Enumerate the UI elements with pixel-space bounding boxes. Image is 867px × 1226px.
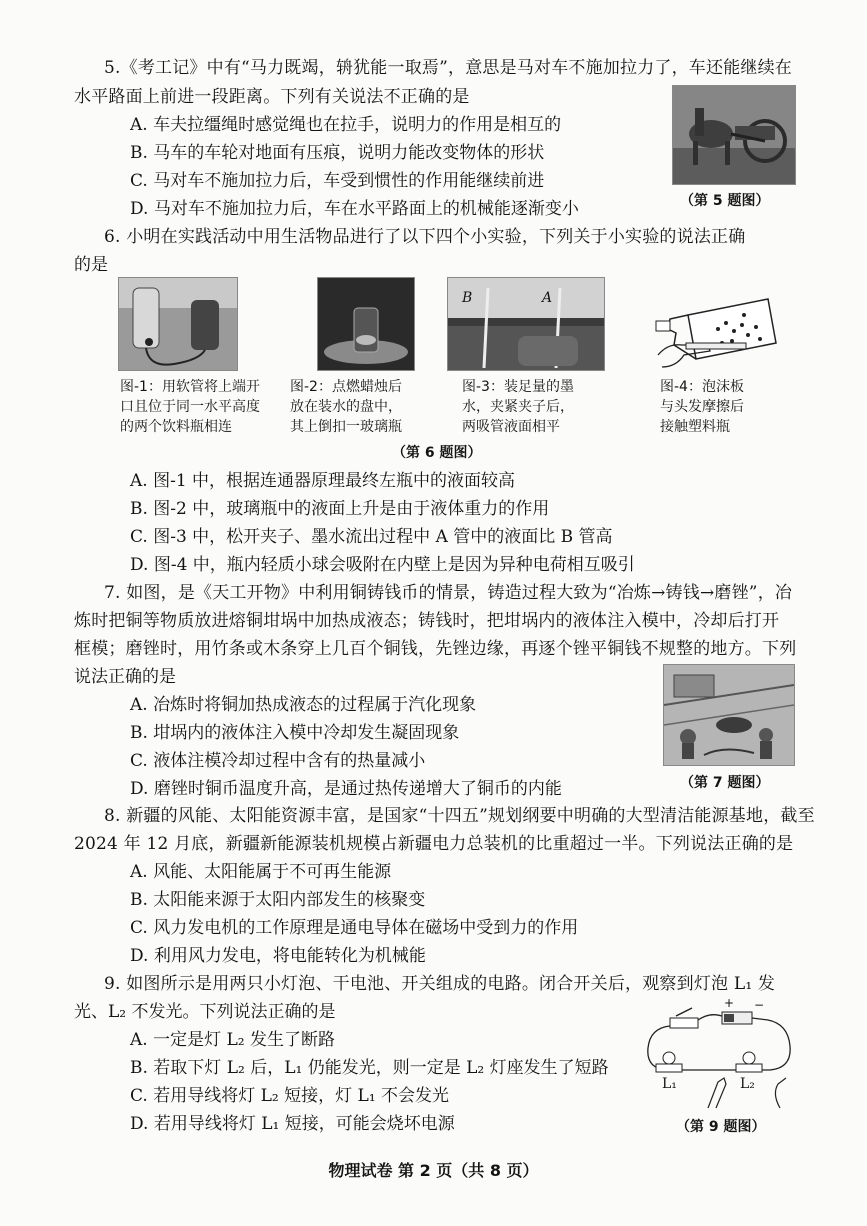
q8-option-d: D. 利用风力发电，将电能转化为机械能 <box>130 946 426 966</box>
q9-lamp-l1-label: L₁ <box>662 1076 677 1092</box>
q5-option-c: C. 马对车不施加拉力后，车受到惯性的作用能继续前进 <box>130 171 545 191</box>
q7-figure-label: （第 7 题图） <box>680 775 770 791</box>
q9-stem-line-1: 9. 如图所示是用两只小灯泡、干电池、开关组成的电路。闭合开关后，观察到灯泡 L₁ 发 <box>104 974 776 994</box>
q9-option-d: D. 若用导线将灯 L₁ 短接，可能会烧坏电源 <box>130 1114 455 1134</box>
q9-battery-positive-label: + <box>724 996 735 1010</box>
q7-option-d: D. 磨锉时铜币温度升高，是通过热传递增大了铜币的内能 <box>130 779 562 799</box>
q6-figure-3-caption-2: 水，夹紧夹子后， <box>462 399 574 415</box>
q5-stem-line-1: 5.《考工记》中有“马力既竭，辀犹能一取焉”，意思是马对车不施加拉力了，车还能继续在 <box>104 58 792 78</box>
q8-option-c: C. 风力发电机的工作原理是通电导体在磁场中受到力的作用 <box>130 918 579 938</box>
q6-figure-2-photo <box>317 277 415 371</box>
q8-option-b: B. 太阳能来源于太阳内部发生的核聚变 <box>130 890 426 910</box>
q5-option-b: B. 马车的车轮对地面有压痕，说明力能改变物体的形状 <box>130 143 545 163</box>
q6-figure-1-caption-3: 的两个饮料瓶相连 <box>120 419 232 435</box>
q9-option-b: B. 若取下灯 L₂ 后，L₁ 仍能发光，则一定是 L₂ 灯座发生了短路 <box>130 1058 609 1078</box>
q7-option-c: C. 液体注模冷却过程中含有的热量减小 <box>130 751 426 771</box>
q6-figure-3-caption-3: 两吸管液面相平 <box>462 419 560 435</box>
q9-lamp-l2-label: L₂ <box>740 1076 755 1092</box>
q6-figure-1-caption-1: 图-1：用软管将上端开 <box>120 379 260 395</box>
q6-option-d: D. 图-4 中，瓶内轻质小球会吸附在内壁上是因为异种电荷相互吸引 <box>130 555 635 575</box>
q6-figure-4-caption-3: 接触塑料瓶 <box>660 419 730 435</box>
q6-figure-2-caption-3: 其上倒扣一玻璃瓶 <box>290 419 402 435</box>
q7-stem-line-3: 框模；磨锉时，用竹条或木条穿上几百个铜钱，先锉边缘，再逐个锉平铜钱不规整的地方。下列 <box>74 639 797 659</box>
q6-figure-label: （第 6 题图） <box>392 445 482 461</box>
q6-figure-4-caption-2: 与头发摩擦后 <box>660 399 744 415</box>
q9-option-c: C. 若用导线将灯 L₂ 短接，灯 L₁ 不会发光 <box>130 1086 450 1106</box>
q6-stem-line-1: 6. 小明在实践活动中用生活物品进行了以下四个小实验，下列关于小实验的说法正确 <box>104 227 746 247</box>
q6-figure-1-photo <box>118 277 238 371</box>
q5-stem-line-2: 水平路面上前进一段距离。下列有关说法不正确的是 <box>74 87 470 107</box>
q6-figure-3-label-b: B <box>462 290 473 306</box>
q7-minting-illustration <box>663 664 795 766</box>
q6-option-b: B. 图-2 中，玻璃瓶中的液面上升是由于液体重力的作用 <box>130 499 550 519</box>
q6-figure-2-caption-2: 放在装水的盘中， <box>290 399 402 415</box>
q7-stem-line-1: 7. 如图，是《天工开物》中利用铜铸钱币的情景，铸造过程大致为“冶炼→铸钱→磨锉”，冶 <box>104 583 793 603</box>
q6-option-c: C. 图-3 中，松开夹子、墨水流出过程中 A 管中的液面比 B 管高 <box>130 527 613 547</box>
q6-figure-3-label-a: A <box>542 290 553 306</box>
q6-stem-line-2: 的是 <box>74 255 108 275</box>
q8-option-a: A. 风能、太阳能属于不可再生能源 <box>130 862 392 882</box>
q5-option-a: A. 车夫拉缰绳时感觉绳也在拉手，说明力的作用是相互的 <box>130 115 562 135</box>
q5-figure-label: （第 5 题图） <box>680 193 770 209</box>
q9-figure-label: （第 9 题图） <box>676 1119 766 1135</box>
q7-stem-line-4: 说法正确的是 <box>74 667 176 687</box>
q7-stem-line-2: 炼时把铜等物质放进熔铜坩埚中加热成液态；铸钱时，把坩埚内的液体注入模中，冷却后打开 <box>74 611 780 631</box>
q8-stem-line-2: 2024 年 12 月底，新疆新能源装机规模占新疆电力总装机的比重超过一半。下列说法正确的是 <box>74 834 794 854</box>
q9-stem-line-2: 光、L₂ 不发光。下列说法正确的是 <box>74 1002 336 1022</box>
q7-option-a: A. 冶炼时将铜加热成液态的过程属于汽化现象 <box>130 695 477 715</box>
q6-figure-2-caption-1: 图-2：点燃蜡烛后 <box>290 379 402 395</box>
q6-figure-1-caption-2: 口且位于同一水平高度 <box>120 399 260 415</box>
q6-figure-4-drawing <box>648 285 788 370</box>
q6-figure-3-caption-1: 图-3：装足量的墨 <box>462 379 574 395</box>
q8-stem-line-1: 8. 新疆的风能、太阳能资源丰富，是国家“十四五”规划纲要中明确的大型清洁能源基地，截至 <box>104 806 815 826</box>
q9-battery-negative-label: − <box>754 998 765 1012</box>
q6-option-a: A. 图-1 中，根据连通器原理最终左瓶中的液面较高 <box>130 471 516 491</box>
q6-figure-3-photo <box>447 277 605 371</box>
q6-figure-4-caption-1: 图-4：泡沫板 <box>660 379 744 395</box>
q5-option-d: D. 马对车不施加拉力后，车在水平路面上的机械能逐渐变小 <box>130 199 579 219</box>
page-footer: 物理试卷 第 2 页（共 8 页） <box>328 1161 539 1180</box>
q9-option-a: A. 一定是灯 L₂ 发生了断路 <box>130 1030 335 1050</box>
q5-chariot-photo <box>672 85 796 185</box>
q7-option-b: B. 坩埚内的液体注入模中冷却发生凝固现象 <box>130 723 460 743</box>
q9-circuit-diagram <box>640 998 800 1110</box>
